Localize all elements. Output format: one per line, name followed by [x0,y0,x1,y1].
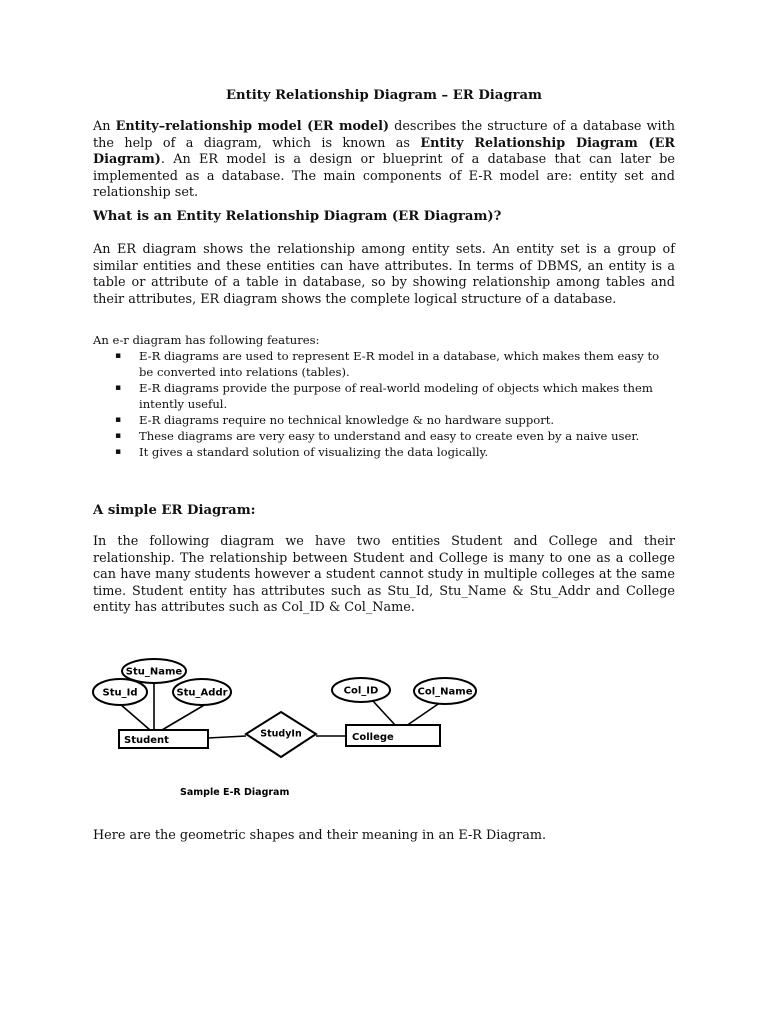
er-diagram [90,652,490,807]
intro-bold-er-diagram: Entity Relationship Diagram (ER Diagram) [93,135,675,168]
list-item-text: E-R diagrams require no technical knowledge & no hardware support. [139,413,555,427]
relationship-label: StudyIn [260,728,302,740]
attribute-label-stu-id: Stu_Id [102,687,138,699]
intro-text-1: An [93,119,116,134]
simple-er-paragraph: In the following diagram we have two entities Student and College and their relationship. The relationship between Student and College is many to one as a college can have many students however a student cannot study in multiple colleges at the same time. Student entity has attributes such as Stu_Id, Stu_Name & Stu_Addr and College entity has attributes such as Col_ID & Col_Name. [93,534,675,616]
bullet-icon: ▪ [115,415,122,425]
connector-line [372,700,396,726]
features-intro: An e-r diagram has following features: [93,333,320,347]
diagram-caption: Sample E-R Diagram [180,787,290,798]
intro-bold-er-model: Entity–relationship model (ER model) [115,119,390,134]
list-item-text: It gives a standard solution of visualizing the data logically. [139,445,489,459]
list-item-text: These diagrams are very easy to understand and easy to create even by a naive user. [139,429,640,443]
entity-label-student: Student [124,735,169,746]
list-item [111,348,671,380]
bullet-icon: ▪ [115,383,122,393]
list-item [111,380,671,412]
list-item [111,444,671,460]
bullet-icon: ▪ [115,351,122,361]
page-title: Entity Relationship Diagram – ER Diagram [225,88,542,103]
features-list [111,348,671,460]
bullet-icon: ▪ [115,431,122,441]
list-item [111,412,671,428]
intro-text-2: describes the structure of a database with the help of a diagram, which is known as [93,119,675,151]
connector-line [208,736,246,738]
intro-paragraph [93,119,675,202]
list-item-text: E-R diagrams are used to represent E-R model in a database, which makes them easy to be converted into relations (tables). [139,349,660,379]
section-heading-simple-er: A simple ER Diagram: [93,503,256,518]
attribute-label-stu-addr: Stu_Addr [176,687,228,699]
closing-paragraph: Here are the geometric shapes and their meaning in an E-R Diagram. [93,828,547,843]
bullet-icon: ▪ [115,447,122,457]
connector-line [120,704,150,730]
attribute-label-stu-name: Stu_Name [125,666,183,678]
entity-label-college: College [352,732,394,743]
list-item-text: E-R diagrams provide the purpose of real-world modeling of objects which makes them intently useful. [139,381,653,411]
intro-text-3: . An ER model is a design or blueprint of a database that can later be implemented as a database. The main components of E-R model are: entity set and relationship set. [93,152,675,201]
attribute-label-col-name: Col_Name [417,686,473,698]
what-is-paragraph: An ER diagram shows the relationship among entity sets. An entity set is a group of similar entities and these entities can have attributes. In terms of DBMS, an entity is a table or attribute of a table in database, so by showing relationship among tables and their attributes, ER diagram shows the complete logical structure of a database. [93,242,675,307]
list-item [111,428,671,444]
section-heading-what-is: What is an Entity Relationship Diagram (ER Diagram)? [93,209,502,224]
attribute-label-col-id: Col_ID [343,685,379,697]
connector-line [162,704,206,730]
